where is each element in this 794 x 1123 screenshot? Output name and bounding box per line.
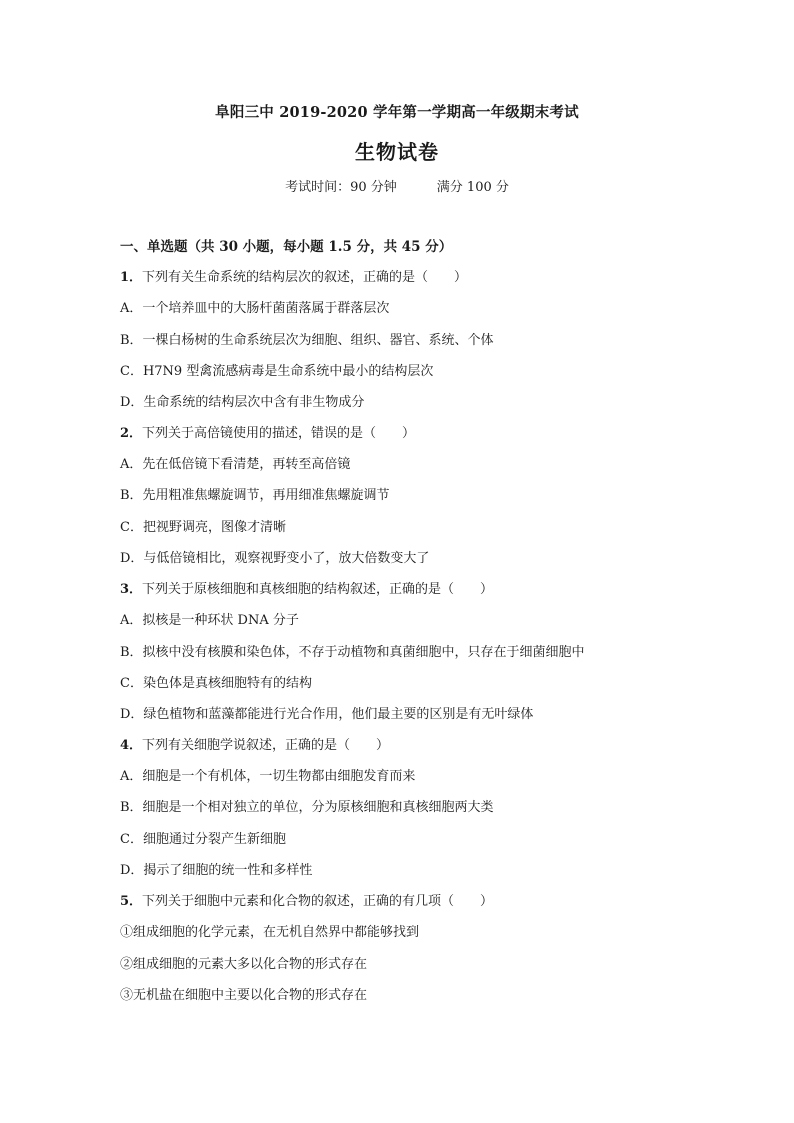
question-4-option-a: A．细胞是一个有机体，一切生物都由细胞发育而来 <box>120 769 416 784</box>
exam-score: 满分 100 分 <box>436 180 509 195</box>
question-3-option-c: C．染色体是真核细胞特有的结构 <box>120 676 312 691</box>
question-2-stem <box>120 425 415 443</box>
question-text: 下列关于细胞中元素和化合物的叙述，正确的有几项（ ） <box>142 894 494 909</box>
question-4-option-c: C．细胞通过分裂产生新细胞 <box>120 832 286 847</box>
question-2-option-b: B．先用粗准焦螺旋调节，再用细准焦螺旋调节 <box>120 488 390 503</box>
question-5-statement-2: ②组成细胞的元素大多以化合物的形式存在 <box>120 957 368 972</box>
question-1-option-a: A．一个培养皿中的大肠杆菌菌落属于群落层次 <box>120 301 390 316</box>
question-1-stem <box>120 269 467 287</box>
question-text: 下列关于高倍镜使用的描述，错误的是（ ） <box>142 426 416 441</box>
question-1-option-d: D．生命系统的结构层次中含有非生物成分 <box>120 395 365 410</box>
question-text: 下列有关细胞学说叙述，正确的是（ ） <box>142 738 390 753</box>
question-4-option-d: D．揭示了细胞的统一性和多样性 <box>120 863 313 878</box>
question-2-option-c: C．把视野调亮，图像才清晰 <box>120 520 286 535</box>
exam-title: 阜阳三中 2019-2020 学年第一学期高一年级期末考试 <box>215 104 579 121</box>
question-text: 下列有关生命系统的结构层次的叙述，正确的是（ ） <box>142 270 468 285</box>
question-number: 2． <box>120 426 143 441</box>
question-3-option-b: B．拟核中没有核膜和染色体，不存于动植物和真菌细胞中，只存在于细菌细胞中 <box>120 645 585 660</box>
subject-title: 生物试卷 <box>355 140 439 164</box>
question-3-option-d: D．绿色植物和蓝藻都能进行光合作用，他们最主要的区别是有无叶绿体 <box>120 707 534 722</box>
question-5-stem <box>120 893 493 911</box>
question-number: 5． <box>120 894 143 909</box>
question-text: 下列关于原核细胞和真核细胞的结构叙述，正确的是（ ） <box>142 582 494 597</box>
exam-meta <box>0 176 794 195</box>
question-5-statement-3: ③无机盐在细胞中主要以化合物的形式存在 <box>120 988 368 1003</box>
question-3-option-a: A．拟核是一种环状 DNA 分子 <box>120 613 299 628</box>
question-3-stem <box>120 581 493 599</box>
question-5-statement-1: ①组成细胞的化学元素，在无机自然界中都能够找到 <box>120 925 420 940</box>
exam-time: 考试时间：90 分钟 <box>285 180 397 195</box>
question-number: 1． <box>120 270 143 285</box>
question-4-stem <box>120 737 389 755</box>
question-1-option-c: C．H7N9 型禽流感病毒是生命系统中最小的结构层次 <box>120 364 434 379</box>
question-1-option-b: B．一棵白杨树的生命系统层次为细胞、组织、器官、系统、个体 <box>120 333 494 348</box>
section-heading: 一、单选题（共 30 小题，每小题 1.5 分，共 45 分） <box>120 239 453 255</box>
question-number: 3． <box>120 582 143 597</box>
question-number: 4． <box>120 738 143 753</box>
question-2-option-a: A．先在低倍镜下看清楚，再转至高倍镜 <box>120 457 351 472</box>
question-2-option-d: D．与低倍镜相比，观察视野变小了，放大倍数变大了 <box>120 551 430 566</box>
question-4-option-b: B．细胞是一个相对独立的单位，分为原核细胞和真核细胞两大类 <box>120 800 494 815</box>
